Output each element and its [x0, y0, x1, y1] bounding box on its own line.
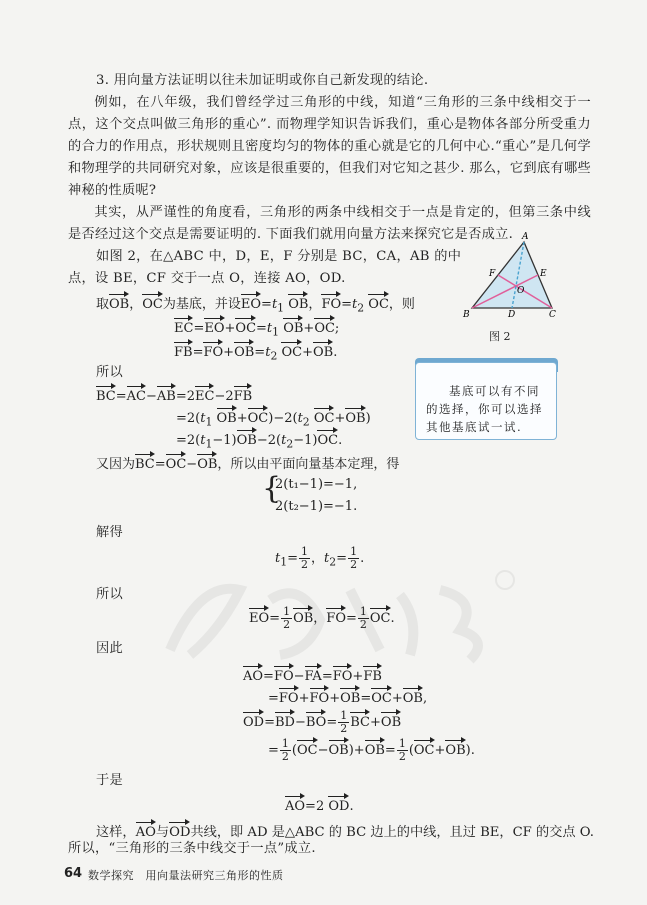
system-brace: {: [262, 471, 282, 506]
again-text-b: ，所以由平面向量基本定理，得: [217, 457, 400, 472]
section-heading: 3. 用向量方法证明以往未加证明或你自己新发现的结论.: [96, 73, 429, 88]
equation-fb: $FB=FO+OB=t_2$ OC+OB.: [174, 340, 337, 366]
basis-text-b: 为基底，并设: [162, 297, 241, 312]
equation-final: AO=2 OD.: [285, 794, 354, 816]
conclusion-line-1: 这样，AO与OD共线，即 AD 是△ABC 的 BC 边上的中线，且过 BE，CF 的交点 O.: [96, 820, 594, 842]
label-f: F: [489, 269, 496, 279]
equation-ao-2: =FO+FO+OB=OC+OB,: [268, 686, 427, 708]
label-o: O: [517, 286, 525, 296]
conclusion-text-a: 这样，: [96, 825, 136, 840]
equation-od-1: OD=BD−BO= $\frac{1}{2}$ BC+OB: [243, 709, 402, 735]
solution-t: $t_1=$ $\frac{1}{2}$ ，$t_2=$ $\frac{1}{2}$ .: [275, 545, 365, 571]
setup-line-1: 如图 2，在△ABC 中，D，E，F 分别是 BC，CA，AB 的中: [96, 249, 462, 264]
solve-label: 解得: [96, 525, 123, 540]
conclusion-line-2: 所以，“三角形的三条中线交于一点”成立.: [68, 841, 316, 856]
equation-od-2: = $\frac{1}{2}$ (OC−OB)+OB= $\frac{1}{2}$ (OC+OB).: [268, 737, 475, 763]
therefore-label: 因此: [96, 641, 123, 656]
basis-text-a: 取: [96, 297, 110, 312]
again-line: 又因为BC=OC−OB，所以由平面向量基本定理，得: [96, 452, 399, 474]
intro-paragraph: 例如，在八年级，我们曾经学过三角形的中线，知道“三角形的三条中线相交于一点，这个交点叫做三角形的重心”. 而物理学知识告诉我们，重心是物体各部分所受重力的合力的作用点，形状规则且密度均匀的物体的重心就是它的几何中心.“重心”是几何学和物理学的共同研究对象，应该是很重要的，但我们对它知之甚少. 那么，它到底有哪些神秘的性质呢?: [68, 95, 591, 198]
second-paragraph: 其实，从严谨性的角度看，三角形的两条中线相交于一点是肯定的，但第三条中线是否经过这个交点是需要证明的. 下面我们就用向量方法来探究它是否成立.: [68, 205, 591, 242]
label-b: B: [463, 310, 470, 320]
equation-ao-1: AO=FO−FA=FO+FB: [243, 664, 382, 686]
equation-ec: $EC=EO+OC=t_1$ OB+OC;: [174, 316, 339, 342]
equation-bc-3: $=2(t_1-1)OB-2(t_2-1)OC$.: [176, 428, 342, 454]
basis-text-c: ，则: [388, 297, 415, 312]
so-label: 所以: [96, 365, 123, 380]
equation-bc-2: $=2(t_1$ $OB+OC)-2(t_2$ OC+OB): [176, 406, 371, 432]
figure-caption: 图 2: [489, 330, 511, 343]
equation-eo-fo: EO= $\frac{1}{2}$ OB，FO= $\frac{1}{2}$ OC.: [249, 605, 395, 631]
equation-bc-1: BC=AC−AB=2EC−2FB: [96, 384, 252, 406]
label-d: D: [508, 310, 516, 320]
hence-label: 于是: [96, 773, 123, 788]
conclusion-text-b: 共线，即 AD 是△ABC 的 BC 边上的中线，且过 BE，CF 的交点 O.: [190, 825, 594, 840]
so-label-2: 所以: [96, 587, 123, 602]
footer-title: 数学探究 用向量法研究三角形的性质: [88, 869, 284, 882]
page-number: 64: [64, 866, 83, 881]
label-c: C: [549, 310, 556, 320]
side-note-text: 基底可以有不同的选择，你可以选择其他基底试一试.: [426, 384, 543, 434]
setup-line-2: 点，设 BE，CF 交于一点 O，连接 AO，OD.: [68, 271, 346, 286]
system-eq-1: 2(t₁−1)=−1,: [275, 477, 358, 492]
basis-line: 取OB，OC为基底，并设$EO=t_1$ OB，$FO=t_2$ OC，则: [96, 292, 415, 318]
system-eq-2: 2(t₂−1)=−1.: [275, 499, 358, 514]
label-e: E: [540, 269, 547, 279]
label-a: A: [522, 232, 529, 242]
triangle-figure: [460, 230, 560, 322]
again-text-a: 又因为: [96, 457, 136, 472]
